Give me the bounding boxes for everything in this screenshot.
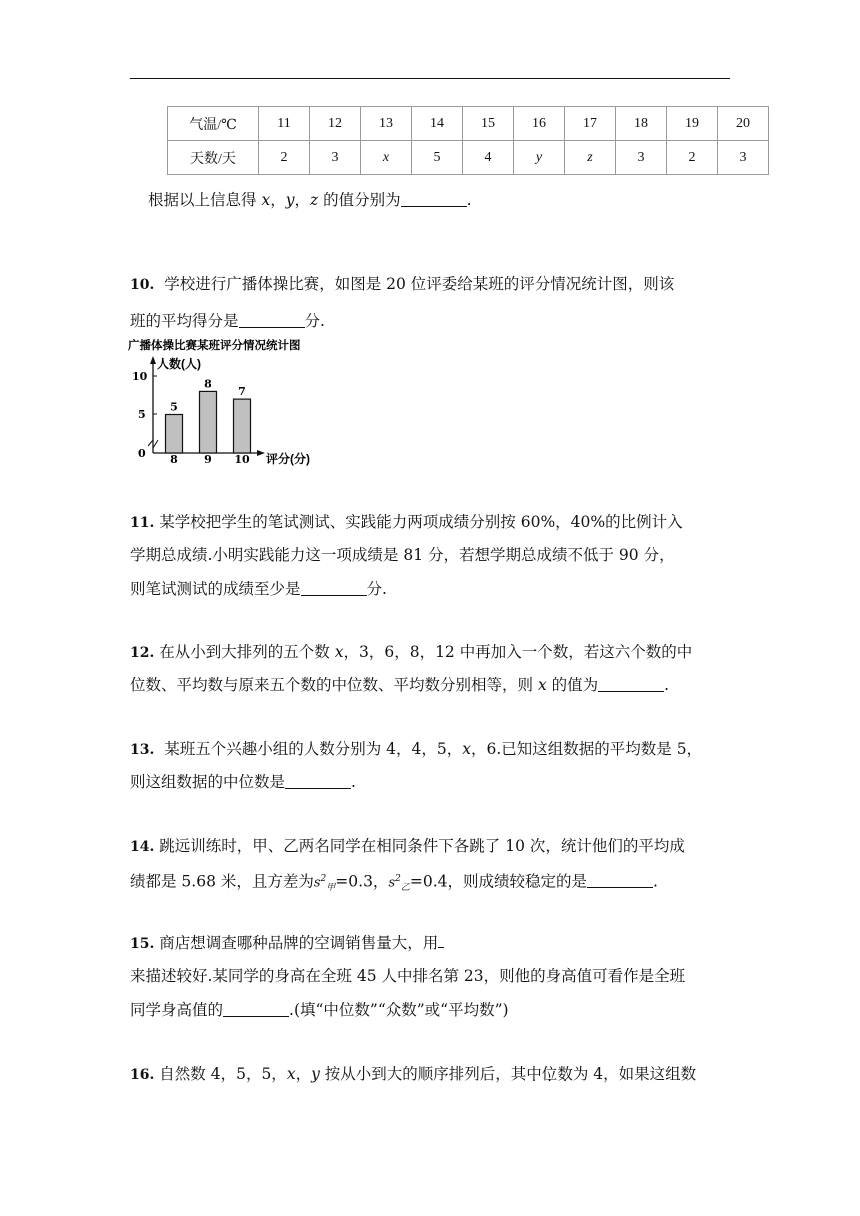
chart-title: 广播体操比赛某班评分情况统计图 bbox=[128, 340, 301, 352]
table-cell: 3 bbox=[718, 141, 769, 175]
table-cell: 气温/℃ bbox=[168, 107, 259, 141]
answer-blank[interactable] bbox=[587, 871, 653, 888]
x-tick-label: 8 bbox=[170, 453, 178, 466]
answer-blank[interactable] bbox=[285, 772, 351, 789]
table-cell: 13 bbox=[361, 107, 412, 141]
question-number: 16. bbox=[130, 1067, 155, 1083]
table-cell: 3 bbox=[310, 141, 361, 175]
q11-line1: 11. 某学校把学生的笔试测试、实践能力两项成绩分别按 60%，40%的比例计入 bbox=[130, 513, 683, 531]
y-axis-label: 人数(人) bbox=[157, 357, 201, 371]
question-number: 13. bbox=[130, 742, 155, 758]
q13-line1: 13. 某班五个兴趣小组的人数分别为 4，4，5，x，6.已知这组数据的平均数是 5， bbox=[130, 740, 703, 758]
question-number: 10. bbox=[130, 277, 155, 293]
q16-line1: 16. 自然数 4，5，5，x，y 按从小到大的顺序排列后，其中位数为 4，如果这组数 bbox=[130, 1065, 697, 1083]
emphasis-char: 位 bbox=[541, 1065, 558, 1083]
q9-answer-line: 根据以上信息得 x，y，z 的值分别为 . bbox=[148, 191, 472, 209]
variance-symbol: $s^2_乙$ bbox=[388, 874, 410, 893]
q15-line1: 15. 商店想调查哪种品牌的空调销售量大，用 bbox=[130, 931, 444, 956]
table-cell: 17 bbox=[565, 107, 616, 141]
answer-blank[interactable] bbox=[239, 311, 305, 328]
answer-blank[interactable] bbox=[223, 1000, 289, 1017]
table-cell: 11 bbox=[259, 107, 310, 141]
emphasis-char: 中 bbox=[526, 1065, 542, 1083]
answer-blank[interactable] bbox=[401, 190, 467, 207]
y-tick-label: 10 bbox=[132, 370, 148, 383]
q11-line2: 学期总成绩.小明实践能力这一项成绩是 81 分，若想学期总成绩不低于 90 分， bbox=[130, 546, 675, 564]
table-cell: 20 bbox=[718, 107, 769, 141]
question-number: 11. bbox=[130, 515, 155, 531]
table-cell: 12 bbox=[310, 107, 361, 141]
table-cell: 14 bbox=[412, 107, 463, 141]
answer-blank[interactable] bbox=[438, 933, 444, 948]
q15-line3: 同学身高值的 .(填“中位数”“众数”或“平均数”) bbox=[130, 1001, 509, 1019]
answer-blank[interactable] bbox=[598, 675, 664, 692]
q15-line2: 来描述较好.某同学的身高在全班 45 人中排名第 23，则他的身高值可看作是全班 bbox=[130, 967, 686, 985]
q10-line2: 班的平均得分是 分. bbox=[130, 312, 325, 330]
y-axis-arrow bbox=[150, 356, 156, 364]
x-tick-label: 9 bbox=[204, 453, 212, 466]
q11-line3: 则笔试测试的成绩至少是 分. bbox=[130, 580, 387, 598]
emphasis-char: 数 bbox=[557, 1065, 573, 1083]
bar bbox=[200, 391, 217, 453]
y-tick-label: 5 bbox=[138, 408, 146, 421]
bar-value-label: 7 bbox=[238, 385, 246, 399]
question-number: 12. bbox=[130, 645, 155, 661]
bar-chart bbox=[126, 336, 336, 471]
table-cell: 16 bbox=[514, 107, 565, 141]
question-number: 14. bbox=[130, 839, 155, 855]
table-row bbox=[168, 107, 769, 141]
x-axis-label: 评分(分) bbox=[266, 452, 310, 466]
axis-break bbox=[148, 440, 158, 448]
q14-line2: 绩都是 5.68 米，且方差为$s^2_甲=0.3$，$s^2_乙=0.4$，则成绩较稳定的是 . bbox=[130, 867, 658, 900]
bar bbox=[234, 399, 251, 453]
table-cell: 2 bbox=[259, 141, 310, 175]
table-row bbox=[168, 141, 769, 175]
q10-line1: 10. 学校进行广播体操比赛，如图是 20 位评委给某班的评分情况统计图，则该 bbox=[130, 275, 675, 293]
temperature-table bbox=[167, 106, 769, 175]
table-cell: 19 bbox=[667, 107, 718, 141]
q12-line1: 12. 在从小到大排列的五个数 x，3，6，8，12 中再加入一个数，若这六个数的中 bbox=[130, 643, 693, 661]
header-rule bbox=[130, 78, 730, 79]
table-cell: 5 bbox=[412, 141, 463, 175]
table-cell: x bbox=[361, 141, 412, 175]
table-cell: 18 bbox=[616, 107, 667, 141]
bar bbox=[166, 415, 183, 454]
table-cell: 15 bbox=[463, 107, 514, 141]
table-cell: z bbox=[565, 141, 616, 175]
bar-value-label: 8 bbox=[204, 377, 212, 391]
table-cell: 2 bbox=[667, 141, 718, 175]
variance-symbol: $s^2_甲$ bbox=[313, 874, 336, 893]
q14-line1: 14. 跳远训练时，甲、乙两名同学在相同条件下各跳了 10 次，统计他们的平均成 bbox=[130, 837, 685, 855]
bar-value-label: 5 bbox=[170, 400, 178, 414]
x-axis-arrow bbox=[257, 450, 265, 456]
q13-line2: 则这组数据的中位数是 . bbox=[130, 773, 356, 791]
answer-blank[interactable] bbox=[301, 579, 367, 596]
y-tick-label: 0 bbox=[138, 447, 146, 460]
table-cell: y bbox=[514, 141, 565, 175]
table-cell: 4 bbox=[463, 141, 514, 175]
q12-line2: 位数、平均数与原来五个数的中位数、平均数分别相等，则 x 的值为 . bbox=[130, 676, 670, 694]
question-number: 15. bbox=[130, 936, 155, 952]
x-tick-label: 10 bbox=[234, 453, 250, 466]
table-cell: 3 bbox=[616, 141, 667, 175]
table-cell: 天数/天 bbox=[168, 141, 259, 175]
